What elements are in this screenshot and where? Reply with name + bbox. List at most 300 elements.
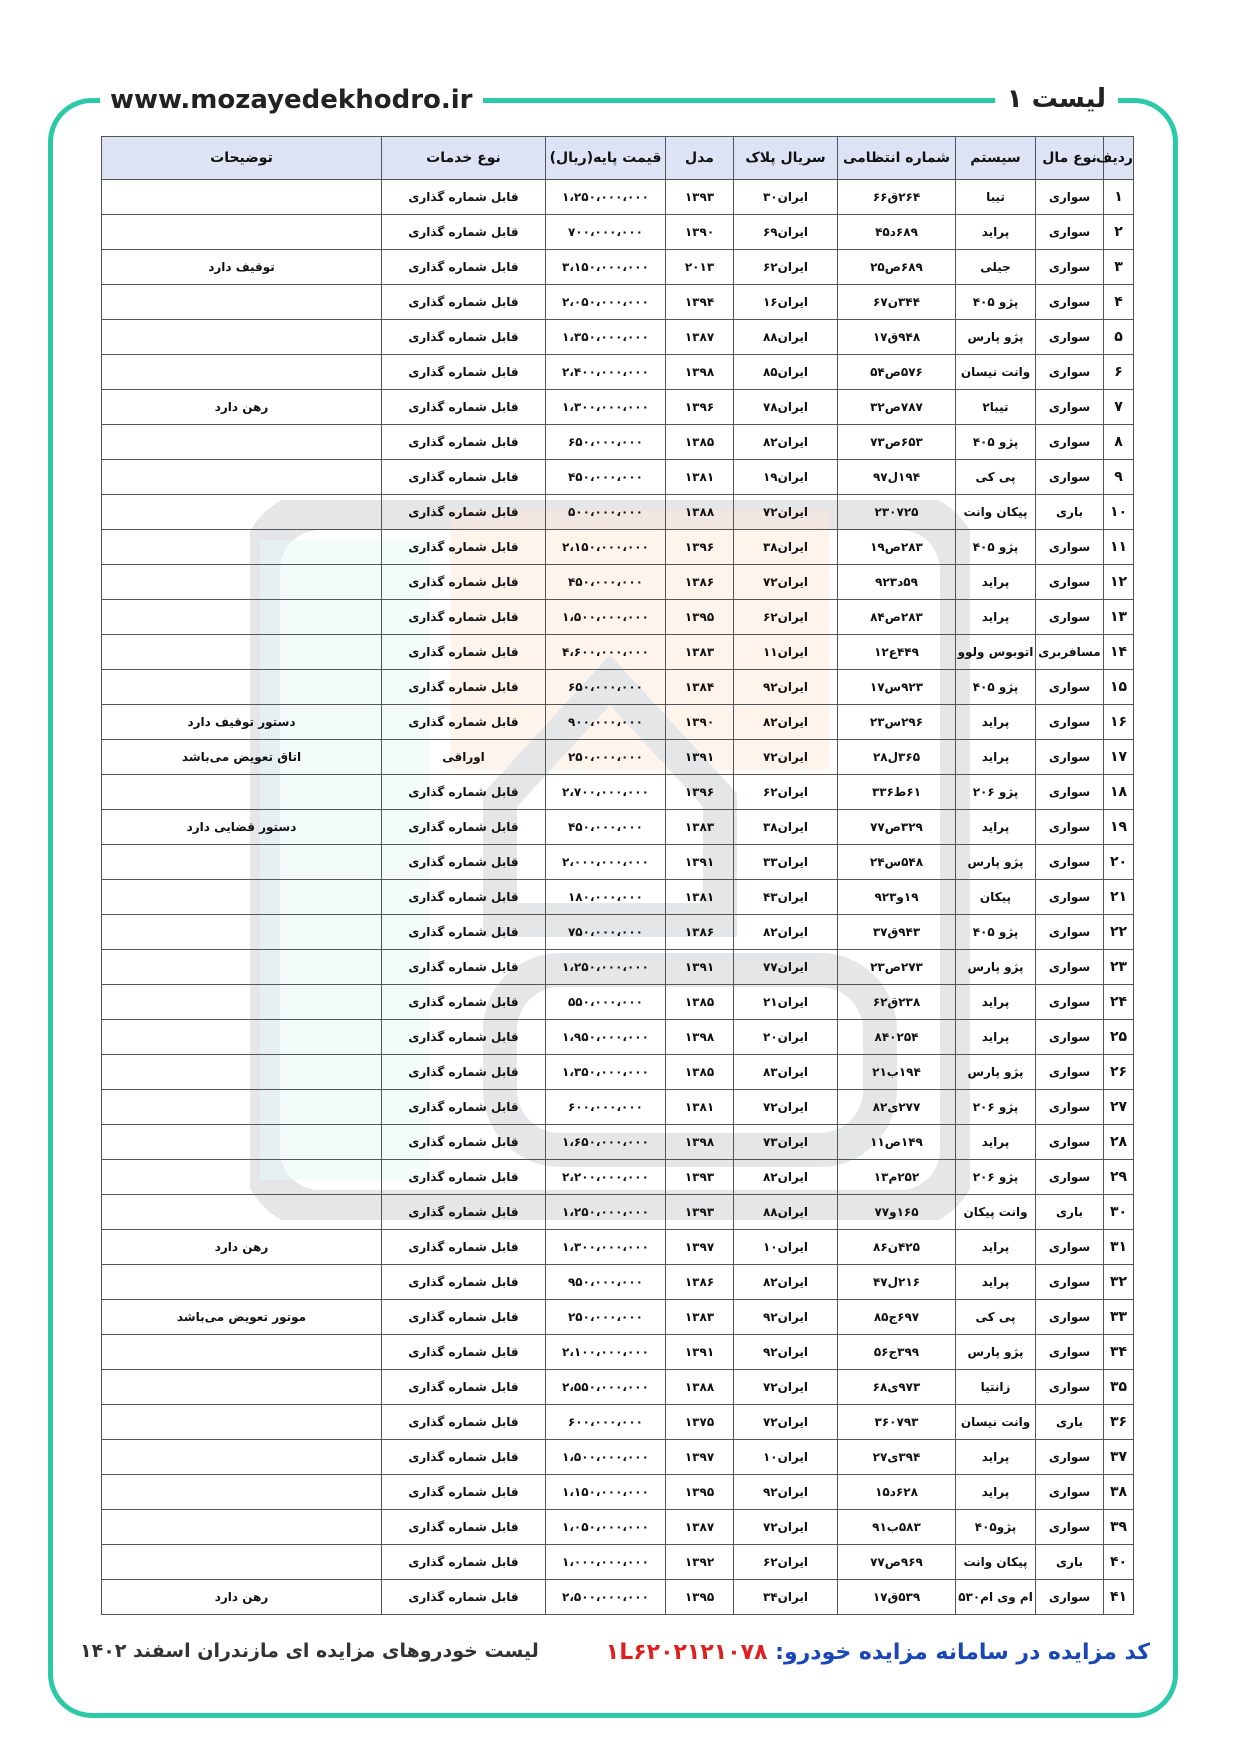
table-cell: ۱،۶۵۰،۰۰۰،۰۰۰	[546, 1125, 666, 1160]
table-cell: ۸۴۰۲۵۴	[838, 1020, 956, 1055]
table-cell: ۱۴	[1104, 635, 1134, 670]
table-row	[102, 1475, 1134, 1510]
table-row	[102, 355, 1134, 390]
table-cell	[102, 1265, 382, 1300]
auction-code-label: کد مزایده در سامانه مزایده خودرو:	[775, 1640, 1150, 1665]
table-cell: ایران۸۲	[734, 1160, 838, 1195]
table-cell: پژو پارس	[956, 320, 1036, 355]
table-cell: ۱،۵۰۰،۰۰۰،۰۰۰	[546, 600, 666, 635]
table-cell: ۲۶	[1104, 1055, 1134, 1090]
table-cell: سواری	[1036, 285, 1104, 320]
list-label: لیست ۱	[995, 76, 1118, 122]
table-cell: ۱۳۹۱	[666, 740, 734, 775]
table-cell: سواری	[1036, 1230, 1104, 1265]
table-cell: ۱۳	[1104, 600, 1134, 635]
table-cell: ۱۳۹۲	[666, 1545, 734, 1580]
table-cell: ایران۷۲	[734, 495, 838, 530]
table-cell: سواری	[1036, 915, 1104, 950]
table-cell: ۱۳۹۶	[666, 530, 734, 565]
table-cell: ۱۰	[1104, 495, 1134, 530]
table-cell: سواری	[1036, 810, 1104, 845]
table-row	[102, 1300, 1134, 1335]
table-row	[102, 1510, 1134, 1545]
table-cell: سواری	[1036, 740, 1104, 775]
table-cell: ۱۳۹۶	[666, 775, 734, 810]
table-cell: ایران۳۴	[734, 1580, 838, 1615]
table-cell: ۱۳۹۴	[666, 285, 734, 320]
table-cell	[102, 670, 382, 705]
table-cell: پژو پارس	[956, 1335, 1036, 1370]
table-cell: ۱۳۸۶	[666, 1265, 734, 1300]
table-cell: ایران۹۲	[734, 1475, 838, 1510]
table-row	[102, 950, 1134, 985]
column-header: نوع خدمات	[382, 137, 546, 180]
table-cell: قابل شماره گذاری	[382, 460, 546, 495]
table-cell: سواری	[1036, 425, 1104, 460]
table-cell: ۱۳۸۵	[666, 985, 734, 1020]
table-cell: ایران۸۸	[734, 320, 838, 355]
table-cell: ۲،۴۰۰،۰۰۰،۰۰۰	[546, 355, 666, 390]
table-cell: ۱،۰۰۰،۰۰۰،۰۰۰	[546, 1545, 666, 1580]
table-cell: ۹	[1104, 460, 1134, 495]
table-cell: ۹۴۳ق۳۷	[838, 915, 956, 950]
table-cell: پژو ۴۰۵	[956, 285, 1036, 320]
table-cell: باری	[1036, 495, 1104, 530]
table-header-row	[102, 137, 1134, 180]
table-cell: ۲۳۸ق۶۲	[838, 985, 956, 1020]
table-cell: ۱،۳۰۰،۰۰۰،۰۰۰	[546, 1230, 666, 1265]
table-cell	[102, 845, 382, 880]
table-row	[102, 1370, 1134, 1405]
table-cell: ۱۳۹۳	[666, 180, 734, 215]
table-row	[102, 740, 1134, 775]
table-cell: ۲۵	[1104, 1020, 1134, 1055]
table-cell: ۳۱	[1104, 1230, 1134, 1265]
table-cell: ۶۵۰،۰۰۰،۰۰۰	[546, 670, 666, 705]
table-cell: قابل شماره گذاری	[382, 1510, 546, 1545]
table-cell: سواری	[1036, 320, 1104, 355]
table-cell: ۴،۶۰۰،۰۰۰،۰۰۰	[546, 635, 666, 670]
table-cell: قابل شماره گذاری	[382, 530, 546, 565]
table-cell: ۱۳۸۳	[666, 635, 734, 670]
table-cell: سواری	[1036, 215, 1104, 250]
table-cell: قابل شماره گذاری	[382, 705, 546, 740]
table-cell	[102, 1125, 382, 1160]
table-cell: سواری	[1036, 845, 1104, 880]
table-cell: ۱،۲۵۰،۰۰۰،۰۰۰	[546, 1195, 666, 1230]
table-cell: ۲۲	[1104, 915, 1134, 950]
table-cell: ۶۰۰،۰۰۰،۰۰۰	[546, 1405, 666, 1440]
table-cell: پراید	[956, 740, 1036, 775]
table-row	[102, 600, 1134, 635]
table-cell: ایران۲۰	[734, 1020, 838, 1055]
table-cell	[102, 1545, 382, 1580]
table-cell: ۱۶۵و۷۷	[838, 1195, 956, 1230]
table-cell: وانت پیکان	[956, 1195, 1036, 1230]
table-cell: ۱،۳۵۰،۰۰۰،۰۰۰	[546, 1055, 666, 1090]
table-cell: ۳۷	[1104, 1440, 1134, 1475]
table-cell: ۱،۵۰۰،۰۰۰،۰۰۰	[546, 1440, 666, 1475]
table-cell: پژو پارس	[956, 845, 1036, 880]
table-cell: ۱۳۸۱	[666, 460, 734, 495]
table-cell: ایران۹۲	[734, 1335, 838, 1370]
table-cell: ۲،۲۰۰،۰۰۰،۰۰۰	[546, 1160, 666, 1195]
table-cell	[102, 635, 382, 670]
table-cell	[102, 425, 382, 460]
table-cell: سواری	[1036, 355, 1104, 390]
table-cell: قابل شماره گذاری	[382, 1580, 546, 1615]
table-cell: ۱۷	[1104, 740, 1134, 775]
table-cell	[102, 565, 382, 600]
column-header: قیمت پایه(ریال)	[546, 137, 666, 180]
table-cell: موتور تعویض می‌باشد	[102, 1300, 382, 1335]
table-cell: قابل شماره گذاری	[382, 1405, 546, 1440]
table-cell: پیکان	[956, 880, 1036, 915]
table-cell: قابل شماره گذاری	[382, 390, 546, 425]
table-row	[102, 880, 1134, 915]
table-cell: ۲۱	[1104, 880, 1134, 915]
table-cell: قابل شماره گذاری	[382, 1265, 546, 1300]
table-cell: ایران۷۳	[734, 1125, 838, 1160]
auction-table	[101, 136, 1134, 1615]
table-cell: ۳۳	[1104, 1300, 1134, 1335]
table-cell	[102, 880, 382, 915]
table-cell: ۳۲	[1104, 1265, 1134, 1300]
table-cell: ۹۴۸ق۱۷	[838, 320, 956, 355]
table-cell: قابل شماره گذاری	[382, 1195, 546, 1230]
table-cell: ۳۸	[1104, 1475, 1134, 1510]
table-cell: قابل شماره گذاری	[382, 880, 546, 915]
table-cell: ۱۳۹۳	[666, 1195, 734, 1230]
table-cell: قابل شماره گذاری	[382, 845, 546, 880]
table-cell	[102, 1090, 382, 1125]
table-row	[102, 1335, 1134, 1370]
table-row	[102, 670, 1134, 705]
table-cell: ۲،۵۰۰،۰۰۰،۰۰۰	[546, 1580, 666, 1615]
table-cell: ایران۱۱	[734, 635, 838, 670]
table-cell: توقیف دارد	[102, 250, 382, 285]
table-cell: پراید	[956, 985, 1036, 1020]
table-cell	[102, 985, 382, 1020]
table-cell: ۴۰	[1104, 1545, 1134, 1580]
table-cell: ۱،۹۵۰،۰۰۰،۰۰۰	[546, 1020, 666, 1055]
table-cell: ۳۵	[1104, 1370, 1134, 1405]
table-cell: ۲۷	[1104, 1090, 1134, 1125]
table-cell: جیلی	[956, 250, 1036, 285]
table-cell: ۱۳۷۵	[666, 1405, 734, 1440]
table-cell	[102, 355, 382, 390]
table-cell: پیکان وانت	[956, 1545, 1036, 1580]
table-cell: قابل شماره گذاری	[382, 1020, 546, 1055]
table-cell: قابل شماره گذاری	[382, 320, 546, 355]
auction-table-container	[101, 136, 1133, 1615]
table-cell: ایران۸۲	[734, 705, 838, 740]
auction-code-value[interactable]: ۱L۶۲۰۲۱۲۱۰۷۸	[605, 1640, 768, 1665]
table-cell: دستور توقیف دارد	[102, 705, 382, 740]
table-cell: ۱۳۸۷	[666, 320, 734, 355]
table-cell: پراید	[956, 705, 1036, 740]
table-cell: ۱۹	[1104, 810, 1134, 845]
table-cell: ۱،۰۵۰،۰۰۰،۰۰۰	[546, 1510, 666, 1545]
table-cell: ایران۷۲	[734, 740, 838, 775]
table-cell: ۳۴	[1104, 1335, 1134, 1370]
table-row	[102, 1055, 1134, 1090]
table-cell: ایران۱۰	[734, 1230, 838, 1265]
table-cell: سواری	[1036, 565, 1104, 600]
table-cell: قابل شماره گذاری	[382, 950, 546, 985]
table-cell: ۱۳۸۳	[666, 1300, 734, 1335]
table-cell: ۴۵۰،۰۰۰،۰۰۰	[546, 460, 666, 495]
table-cell: ۶۰۰،۰۰۰،۰۰۰	[546, 1090, 666, 1125]
table-cell	[102, 1195, 382, 1230]
table-cell	[102, 460, 382, 495]
table-cell: ایران۱۶	[734, 285, 838, 320]
table-cell: ۱۳۹۵	[666, 600, 734, 635]
table-cell: قابل شماره گذاری	[382, 425, 546, 460]
table-cell: ۱۴۹ص۱۱	[838, 1125, 956, 1160]
table-cell: پژو ۲۰۶	[956, 1090, 1036, 1125]
table-cell: پراید	[956, 1475, 1036, 1510]
table-cell: پی کی	[956, 1300, 1036, 1335]
table-cell: ۳۶۵ل۲۸	[838, 740, 956, 775]
table-cell: ۷	[1104, 390, 1134, 425]
table-cell	[102, 1475, 382, 1510]
table-cell: ۱۲	[1104, 565, 1134, 600]
table-cell: ایران۳۰	[734, 180, 838, 215]
table-cell: ۹۵۰،۰۰۰،۰۰۰	[546, 1265, 666, 1300]
table-cell: ۲۰۱۳	[666, 250, 734, 285]
table-row	[102, 1405, 1134, 1440]
table-row	[102, 215, 1134, 250]
table-cell: ایران۳۸	[734, 530, 838, 565]
table-row	[102, 1545, 1134, 1580]
table-cell: ۱،۲۵۰،۰۰۰،۰۰۰	[546, 950, 666, 985]
table-cell: ایران۷۷	[734, 950, 838, 985]
table-cell: ۱۳۹۵	[666, 1475, 734, 1510]
table-cell: ۵۵۰،۰۰۰،۰۰۰	[546, 985, 666, 1020]
table-cell: ایران۷۲	[734, 1090, 838, 1125]
table-cell: ایران۸۲	[734, 915, 838, 950]
table-cell	[102, 775, 382, 810]
table-cell: ۱۹و۹۲۳	[838, 880, 956, 915]
table-cell	[102, 180, 382, 215]
table-cell: رهن دارد	[102, 1580, 382, 1615]
table-cell: سواری	[1036, 705, 1104, 740]
table-cell	[102, 915, 382, 950]
table-row	[102, 425, 1134, 460]
table-cell: ۱۸	[1104, 775, 1134, 810]
table-cell: وانت نیسان	[956, 355, 1036, 390]
table-cell: رهن دارد	[102, 1230, 382, 1265]
table-cell: قابل شماره گذاری	[382, 1125, 546, 1160]
table-cell: سواری	[1036, 1370, 1104, 1405]
table-cell: ۳۲۹ص۷۷	[838, 810, 956, 845]
table-cell: ۱۳۸۵	[666, 425, 734, 460]
table-cell: ۱۳۹۳	[666, 1160, 734, 1195]
table-row	[102, 460, 1134, 495]
table-cell: ۵۴۸س۲۴	[838, 845, 956, 880]
table-cell: ایران۸۲	[734, 425, 838, 460]
table-cell: سواری	[1036, 250, 1104, 285]
table-cell: ۳۹	[1104, 1510, 1134, 1545]
table-cell: ۳۶۰۷۹۳	[838, 1405, 956, 1440]
table-row	[102, 1265, 1134, 1300]
table-cell: ۴۵۰،۰۰۰،۰۰۰	[546, 810, 666, 845]
table-cell: ۷۵۰،۰۰۰،۰۰۰	[546, 915, 666, 950]
table-cell: قابل شماره گذاری	[382, 1440, 546, 1475]
table-cell: ۷۸۷ص۳۲	[838, 390, 956, 425]
table-cell: ایران۹۲	[734, 1300, 838, 1335]
column-header: نوع مال	[1036, 137, 1104, 180]
table-cell	[102, 1020, 382, 1055]
table-cell: قابل شماره گذاری	[382, 565, 546, 600]
table-cell: ایران۶۲	[734, 250, 838, 285]
table-cell: ۱۸۰،۰۰۰،۰۰۰	[546, 880, 666, 915]
table-cell: ایران۸۲	[734, 1265, 838, 1300]
table-cell: پژو ۴۰۵	[956, 915, 1036, 950]
table-row	[102, 635, 1134, 670]
table-cell: ۹۷۳ی۶۸	[838, 1370, 956, 1405]
table-cell: باری	[1036, 1545, 1104, 1580]
table-cell: قابل شماره گذاری	[382, 215, 546, 250]
list-title: لیست خودروهای مزایده ای مازندران اسفند ۱۴۰۲	[80, 1640, 539, 1662]
table-cell: پراید	[956, 810, 1036, 845]
table-cell	[102, 600, 382, 635]
table-cell: ۱۳۸۱	[666, 1090, 734, 1125]
table-cell: باری	[1036, 1405, 1104, 1440]
table-cell: پراید	[956, 1230, 1036, 1265]
table-cell: ایران۷۲	[734, 1370, 838, 1405]
table-row	[102, 565, 1134, 600]
table-cell: ۹۲۳س۱۷	[838, 670, 956, 705]
table-cell: ۴۲۵ن۸۶	[838, 1230, 956, 1265]
table-cell: پژو ۲۰۶	[956, 775, 1036, 810]
table-cell: سواری	[1036, 180, 1104, 215]
table-cell: سواری	[1036, 1475, 1104, 1510]
table-cell: پراید	[956, 1125, 1036, 1160]
table-cell: قابل شماره گذاری	[382, 1475, 546, 1510]
table-cell: ۱۳۹۱	[666, 950, 734, 985]
table-cell: پراید	[956, 215, 1036, 250]
column-header: توضیحات	[102, 137, 382, 180]
table-cell: ۹۶۹ص۷۷	[838, 1545, 956, 1580]
table-cell: ۲۵۰،۰۰۰،۰۰۰	[546, 740, 666, 775]
table-cell: ۱،۳۵۰،۰۰۰،۰۰۰	[546, 320, 666, 355]
table-cell: قابل شماره گذاری	[382, 495, 546, 530]
table-cell: سواری	[1036, 670, 1104, 705]
table-cell: اوراقی	[382, 740, 546, 775]
table-cell: ۵	[1104, 320, 1134, 355]
table-cell: ۲۱۶ل۴۷	[838, 1265, 956, 1300]
table-cell: ۲۷۳ص۲۳	[838, 950, 956, 985]
table-cell: ۵۹د۹۲۳	[838, 565, 956, 600]
table-cell: ایران۴۳	[734, 880, 838, 915]
table-cell: ۷۰۰،۰۰۰،۰۰۰	[546, 215, 666, 250]
table-cell: تیبا	[956, 180, 1036, 215]
table-cell: قابل شماره گذاری	[382, 670, 546, 705]
table-cell	[102, 1160, 382, 1195]
table-cell	[102, 1405, 382, 1440]
table-row	[102, 1020, 1134, 1055]
table-cell: سواری	[1036, 1090, 1104, 1125]
table-cell: قابل شماره گذاری	[382, 635, 546, 670]
table-cell: قابل شماره گذاری	[382, 810, 546, 845]
table-cell: قابل شماره گذاری	[382, 1300, 546, 1335]
table-cell: ۲،۱۰۰،۰۰۰،۰۰۰	[546, 1335, 666, 1370]
table-cell: ۵۳۹ق۱۷	[838, 1580, 956, 1615]
table-row	[102, 495, 1134, 530]
table-cell: پژو ۴۰۵	[956, 425, 1036, 460]
table-cell: ۲۳	[1104, 950, 1134, 985]
table-cell: ایران۹۲	[734, 670, 838, 705]
table-cell: ۳۶	[1104, 1405, 1134, 1440]
table-cell: ۶۸۹ص۲۵	[838, 250, 956, 285]
table-cell: ۱	[1104, 180, 1134, 215]
table-cell: دستور قضایی دارد	[102, 810, 382, 845]
table-cell: ۶	[1104, 355, 1134, 390]
table-row	[102, 1580, 1134, 1615]
table-cell: پی کی	[956, 460, 1036, 495]
website-url[interactable]: www.mozayedekhodro.ir	[100, 78, 483, 122]
table-cell: ۵۸۳ب۹۱	[838, 1510, 956, 1545]
table-cell: ۴۵۰،۰۰۰،۰۰۰	[546, 565, 666, 600]
table-cell: ۶۸۹د۴۵	[838, 215, 956, 250]
table-row	[102, 775, 1134, 810]
table-cell: ۲۸۳ص۸۴	[838, 600, 956, 635]
table-cell: قابل شماره گذاری	[382, 1335, 546, 1370]
table-cell: ۱۳۹۸	[666, 1125, 734, 1160]
table-cell: قابل شماره گذاری	[382, 1545, 546, 1580]
table-cell: ۲۸۳ص۱۹	[838, 530, 956, 565]
table-cell: سواری	[1036, 1580, 1104, 1615]
table-cell: قابل شماره گذاری	[382, 1160, 546, 1195]
table-row	[102, 1160, 1134, 1195]
table-row	[102, 1195, 1134, 1230]
table-cell: ایران۷۲	[734, 1510, 838, 1545]
table-cell: ۱۳۸۱	[666, 880, 734, 915]
table-cell: ایران۸۸	[734, 1195, 838, 1230]
table-cell: قابل شماره گذاری	[382, 285, 546, 320]
table-cell	[102, 285, 382, 320]
table-cell: سواری	[1036, 1335, 1104, 1370]
table-cell: ۱۳۸۷	[666, 1510, 734, 1545]
table-cell: ۹۰۰،۰۰۰،۰۰۰	[546, 705, 666, 740]
table-row	[102, 530, 1134, 565]
table-cell: سواری	[1036, 1265, 1104, 1300]
table-cell	[102, 495, 382, 530]
table-cell: سواری	[1036, 1300, 1104, 1335]
table-cell: تیبا۲	[956, 390, 1036, 425]
table-cell: ۳	[1104, 250, 1134, 285]
table-cell: ۲۰	[1104, 845, 1134, 880]
table-row	[102, 1230, 1134, 1265]
table-row	[102, 845, 1134, 880]
table-cell: ۳۰	[1104, 1195, 1134, 1230]
table-cell: ایران۸۳	[734, 1055, 838, 1090]
table-cell: ۲۸	[1104, 1125, 1134, 1160]
table-cell: ۱۳۹۱	[666, 845, 734, 880]
table-cell: ۱۳۸۸	[666, 1370, 734, 1405]
table-cell	[102, 1440, 382, 1475]
table-cell: ۱۳۸۴	[666, 670, 734, 705]
table-cell: ۲۵۲م۱۳	[838, 1160, 956, 1195]
table-row	[102, 705, 1134, 740]
column-header: مدل	[666, 137, 734, 180]
table-cell: ۱۹۴ل۹۷	[838, 460, 956, 495]
table-cell: قابل شماره گذاری	[382, 180, 546, 215]
table-cell: ۳۹۹ج۵۶	[838, 1335, 956, 1370]
table-row	[102, 250, 1134, 285]
